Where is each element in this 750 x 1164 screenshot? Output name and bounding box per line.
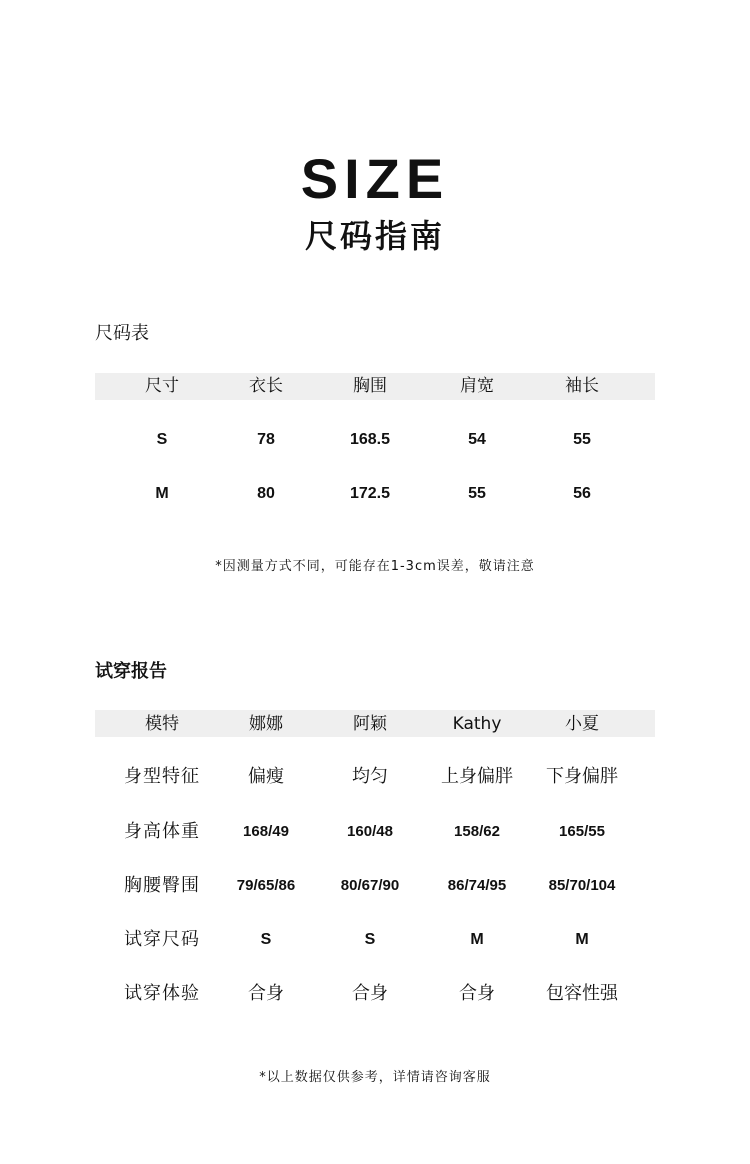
fitting-cell: 合身	[459, 983, 495, 1004]
fitting-table-row	[0, 817, 750, 847]
fitting-cell: 包容性强	[546, 983, 618, 1004]
fitting-cell: 合身	[248, 983, 284, 1004]
size-cell: 172.5	[349, 485, 391, 502]
size-cell: 56	[573, 485, 591, 502]
fitting-row-label: 试穿尺码	[124, 929, 200, 950]
size-table-header	[0, 371, 750, 401]
fitting-cell: 79/65/86	[236, 877, 296, 894]
fitting-col-header: 阿颖	[353, 714, 387, 734]
size-table-row	[0, 479, 750, 509]
size-cell: 55	[573, 431, 591, 448]
fitting-cell: 158/62	[454, 823, 500, 840]
size-cell: S	[156, 431, 168, 448]
fitting-cell: 上身偏胖	[441, 766, 513, 787]
size-table-note: *因测量方式不同，可能存在1-3cm误差，敬请注意	[215, 559, 535, 574]
fitting-table-row	[0, 762, 750, 792]
fitting-cell: 160/48	[347, 823, 393, 840]
fitting-table-row	[0, 925, 750, 955]
fitting-cell: 168/49	[243, 823, 289, 840]
fitting-cell: M	[470, 931, 484, 948]
fitting-table-row	[0, 871, 750, 901]
fitting-cell: M	[575, 931, 589, 948]
size-col-header: 尺寸	[145, 376, 179, 396]
size-cell: 78	[257, 431, 275, 448]
fitting-cell: 均匀	[352, 766, 388, 787]
fitting-col-header: 娜娜	[249, 714, 283, 734]
page-title-en: SIZE	[300, 147, 450, 210]
size-cell: M	[155, 485, 169, 502]
fitting-cell: 85/70/104	[548, 877, 616, 894]
fitting-cell: 下身偏胖	[546, 766, 618, 787]
size-cell: 55	[468, 485, 486, 502]
fitting-row-label: 身型特征	[124, 766, 200, 787]
size-col-header: 肩宽	[460, 376, 494, 396]
size-table-row	[0, 425, 750, 455]
fitting-row-label: 身高体重	[124, 821, 200, 842]
fitting-row-label: 胸腰臀围	[124, 875, 200, 896]
fitting-cell: S	[260, 931, 272, 948]
fitting-col-header: 小夏	[565, 714, 599, 734]
fitting-cell: 86/74/95	[447, 877, 507, 894]
fitting-table-header	[0, 709, 750, 739]
fitting-report-note: *以上数据仅供参考，详情请咨询客服	[259, 1070, 491, 1085]
page-title-cn: 尺码指南	[304, 217, 445, 255]
size-cell: 54	[468, 431, 486, 448]
fitting-cell: 80/67/90	[340, 877, 400, 894]
size-cell: 80	[257, 485, 275, 502]
fitting-cell: 合身	[352, 983, 388, 1004]
fitting-col-header: 模特	[145, 714, 179, 734]
fitting-cell: 偏瘦	[248, 766, 284, 787]
fitting-row-label: 试穿体验	[124, 983, 200, 1004]
size-table-title: 尺码表	[95, 323, 149, 344]
fitting-report-title: 试穿报告	[95, 661, 167, 682]
size-cell: 168.5	[349, 431, 391, 448]
fitting-cell: S	[364, 931, 376, 948]
size-col-header: 袖长	[565, 376, 599, 396]
size-col-header: 衣长	[249, 376, 283, 396]
fitting-table-row	[0, 979, 750, 1009]
size-col-header: 胸围	[353, 376, 387, 396]
fitting-col-header: Kathy	[452, 714, 502, 734]
fitting-cell: 165/55	[559, 823, 605, 840]
